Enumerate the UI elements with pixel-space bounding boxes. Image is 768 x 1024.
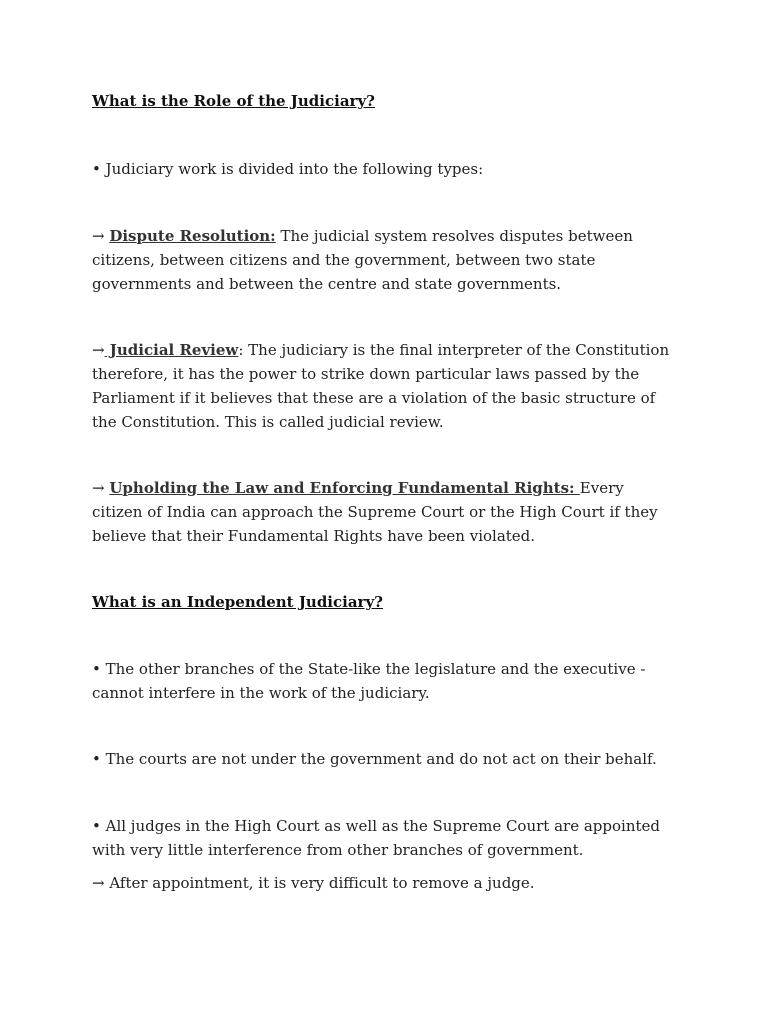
intro-bullet: • Judiciary work is divided into the following types: [92, 160, 484, 178]
independence-bullet-1: • The other branches of the State-like the legislature and the executive - cannot interfere in the work of the judiciary. [92, 660, 646, 702]
fundamental-rights-term: Upholding the Law and Enforcing Fundamental Rights: [109, 479, 580, 497]
arrow-icon: → [92, 227, 110, 245]
judicial-review-text: : The judiciary is the final interpreter of the Constitution therefore, it has the power to strike down particular laws passed by the Parliament if it believes that these are a violation of the basic structure of the Constitution. This is called judicial review. [92, 341, 670, 431]
section-heading-role-of-judiciary: What is the Role of the Judiciary? [92, 92, 375, 110]
independence-bullet-2: • The courts are not under the government and do not act on their behalf. [92, 750, 657, 768]
judicial-review-term: Judicial Review [104, 341, 239, 359]
dispute-resolution-paragraph [92, 224, 676, 296]
fundamental-rights-paragraph [92, 476, 676, 548]
judicial-review-paragraph [92, 338, 676, 434]
independence-bullet-3: • All judges in the High Court as well as the Supreme Court are appointed with very little interference from other branches of government. [92, 817, 660, 859]
arrow-icon: → [92, 341, 105, 359]
fundamental-rights-text: Every citizen of India can approach the Supreme Court or the High Court if they believe that their Fundamental Rights have been violated. [92, 479, 658, 545]
dispute-resolution-text: The judicial system resolves disputes between citizens, between citizens and the government, between two state governments and between the centre and state governments. [92, 227, 633, 293]
removal-note: → After appointment, it is very difficult to remove a judge. [92, 874, 535, 892]
arrow-icon: → [92, 479, 110, 497]
dispute-resolution-term: Dispute Resolution: [109, 227, 276, 245]
section-heading-independent-judiciary: What is an Independent Judiciary? [92, 593, 383, 611]
